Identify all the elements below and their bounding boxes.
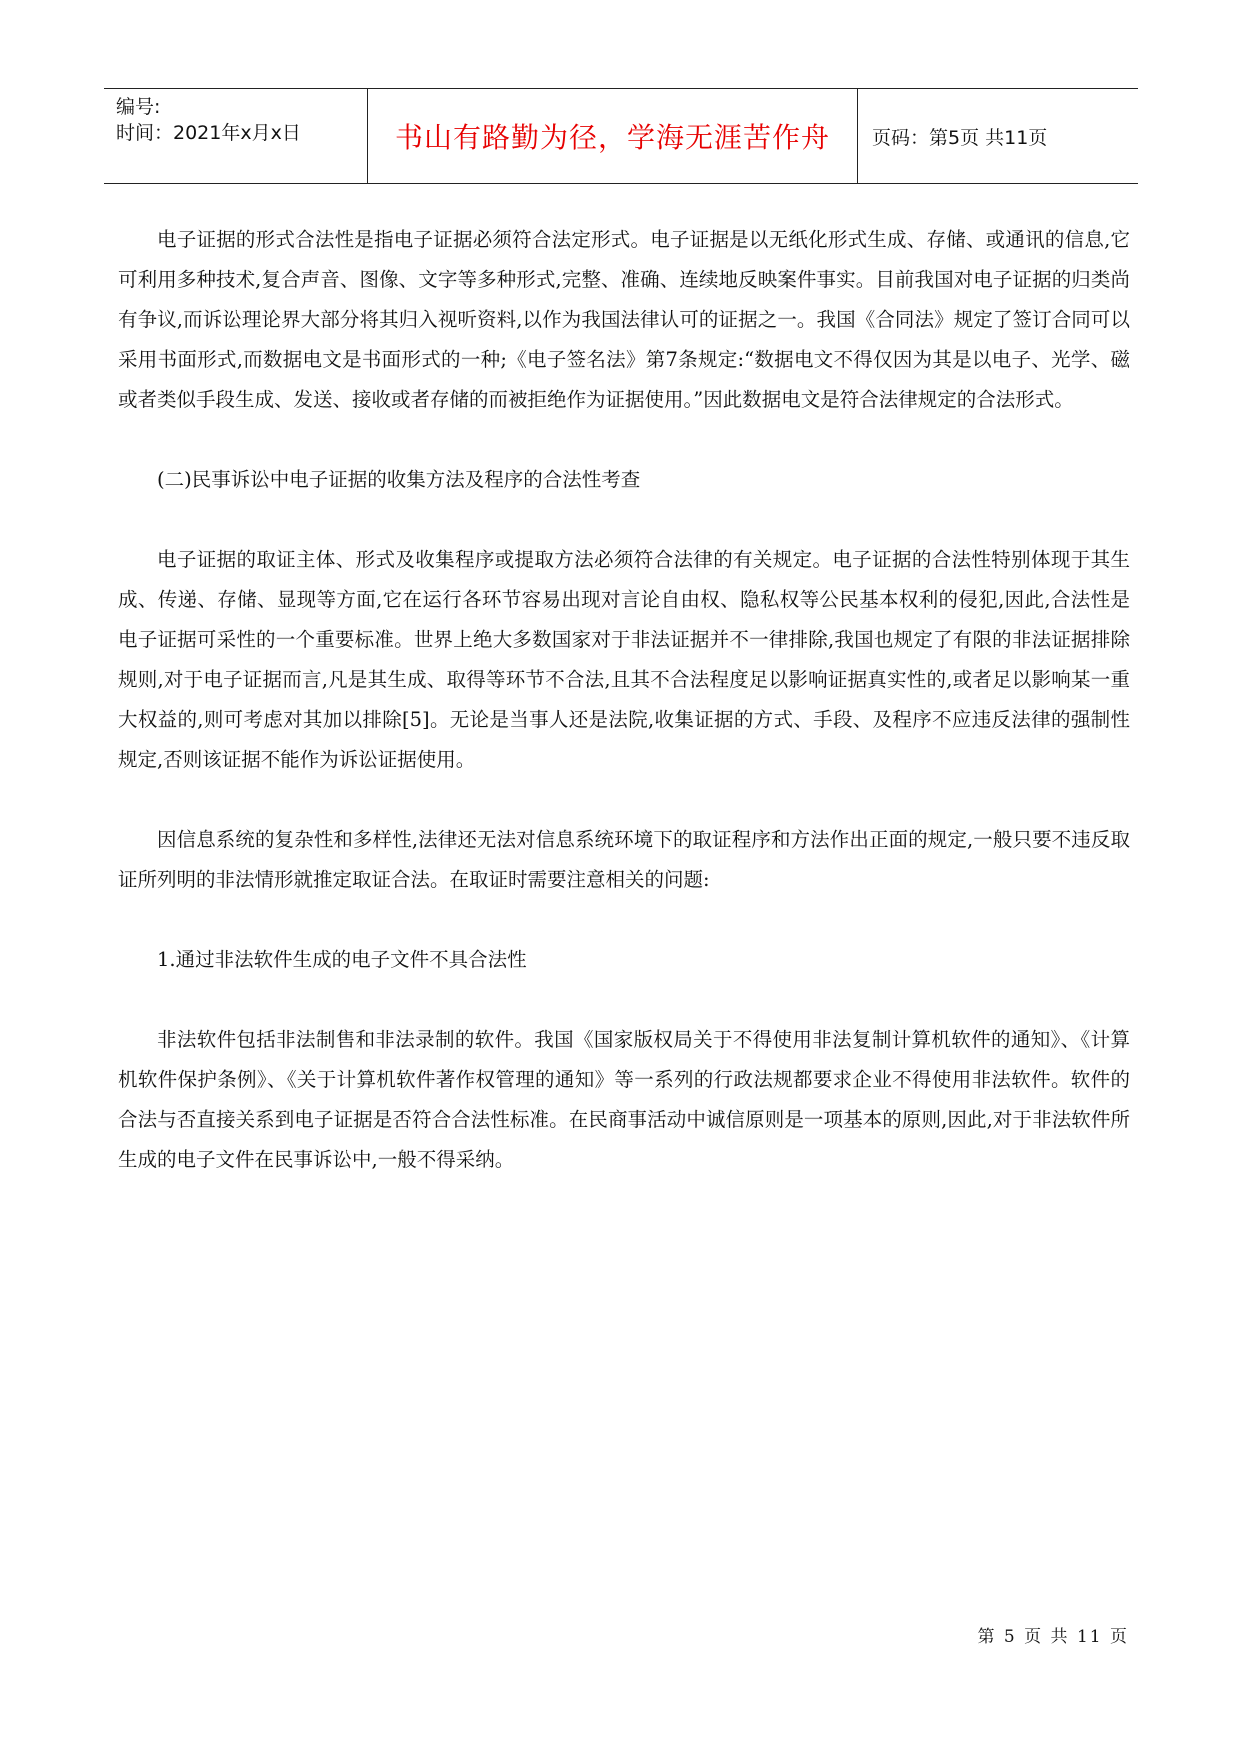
paragraph-information-system: 因信息系统的复杂性和多样性,法律还无法对信息系统环境下的取证程序和方法作出正面的规定,一般只要不违反取证所列明的非法情形就推定取证合法。在取证时需要注意相关的问题: bbox=[118, 828, 1130, 891]
document-number-label: 编号: bbox=[116, 96, 161, 118]
header-page-label: 页码：第5页 共11页 bbox=[872, 126, 1048, 149]
section-heading-collection-legality: (二)民事诉讼中电子证据的收集方法及程序的合法性考查 bbox=[157, 468, 641, 491]
page-footer-number: 第 5 页 共 11 页 bbox=[977, 1627, 1129, 1647]
subheading-illegal-software: 1.通过非法软件生成的电子文件不具合法性 bbox=[157, 948, 527, 971]
paragraph-collection-requirements: 电子证据的取证主体、形式及收集程序或提取方法必须符合法律的有关规定。电子证据的合法性特别体现于其生成、传递、存储、显现等方面,它在运行各环节容易出现对言论自由权、隐私权等公民基本权利的侵犯,因此,合法性是电子证据可采性的一个重要标准。世界上绝大多数国家对于非法证据并不一律排除,我国也规定了有限的非法证据排除规则,对于电子证据而言,凡是其生成、取得等环节不合法,且其不合法程度足以影响证据真实性的,或者足以影响某一重大权益的,则可考虑对其加以排除[5]。无论是当事人还是法院,收集证据的方式、手段、及程序不应违反法律的强制性规定,否则该证据不能作为诉讼证据使用。 bbox=[118, 548, 1130, 771]
document-body bbox=[118, 220, 1130, 1180]
paragraph-formal-legality: 电子证据的形式合法性是指电子证据必须符合法定形式。电子证据是以无纸化形式生成、存储、或通讯的信息,它可利用多种技术,复合声音、图像、文字等多种形式,完整、准确、连续地反映案件事实。目前我国对电子证据的归类尚有争议,而诉讼理论界大部分将其归入视听资料,以作为我国法律认可的证据之一。我国《合同法》规定了签订合同可以采用书面形式,而数据电文是书面形式的一种;《电子签名法》第7条规定:“数据电文不得仅因为其是以电子、光学、磁或者类似手段生成、发送、接收或者存储的而被拒绝作为证据使用。”因此数据电文是符合法律规定的合法形式。 bbox=[118, 228, 1130, 411]
header-meta bbox=[104, 89, 368, 183]
document-time-label: 时间：2021年x月x日 bbox=[116, 122, 301, 144]
paragraph-illegal-software: 非法软件包括非法制售和非法录制的软件。我国《国家版权局关于不得使用非法复制计算机软件的通知》、《计算机软件保护条例》、《关于计算机软件著作权管理的通知》等一系列的行政法规都要求企业不得使用非法软件。软件的合法与否直接关系到电子证据是否符合合法性标准。在民商事活动中诚信原则是一项基本的原则,因此,对于非法软件所生成的电子文件在民事诉讼中,一般不得采纳。 bbox=[118, 1028, 1130, 1171]
header-motto: 书山有路勤为径，学海无涯苦作舟 bbox=[368, 89, 858, 183]
page-header bbox=[104, 88, 1138, 184]
